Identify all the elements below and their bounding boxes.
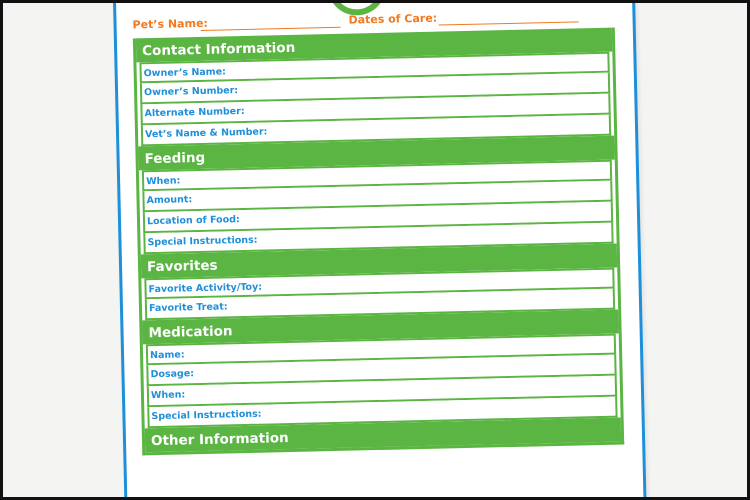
section-contact-information: Contact Information [136,28,612,63]
form-table [133,28,624,456]
field-feeding-when[interactable]: When: [142,160,612,192]
field-favorite-activity-toy[interactable]: Favorite Activity/Toy: [144,268,614,300]
section-other-information: Other Information [145,418,621,453]
field-medication-special-instructions[interactable]: Special Instructions: [147,397,617,429]
section-favorites: Favorites [141,244,617,279]
field-owners-name[interactable]: Owner’s Name: [139,52,609,84]
field-favorite-treat[interactable]: Favorite Treat: [145,289,615,321]
pet-name-label: Pet’s Name: [132,16,208,32]
pet-sitter-form-sheet [113,0,647,500]
field-medication-name[interactable]: Name: [146,334,616,366]
field-owners-number[interactable]: Owner’s Number: [140,73,610,105]
field-medication-when[interactable]: When: [147,376,617,408]
field-feeding-special-instructions[interactable]: Special Instructions: [143,223,613,255]
section-medication: Medication [142,310,618,345]
dates-of-care-label: Dates of Care: [348,11,438,27]
field-alternate-number[interactable]: Alternate Number: [140,94,610,126]
field-medication-dosage[interactable]: Dosage: [146,355,616,387]
field-location-of-food[interactable]: Location of Food: [143,202,613,234]
section-feeding: Feeding [138,136,614,171]
field-vets-name-number[interactable]: Vet’s Name & Number: [141,115,611,147]
field-feeding-amount[interactable]: Amount: [142,181,612,213]
pet-name-line[interactable] [201,27,341,31]
dates-of-care-line[interactable] [439,21,579,25]
